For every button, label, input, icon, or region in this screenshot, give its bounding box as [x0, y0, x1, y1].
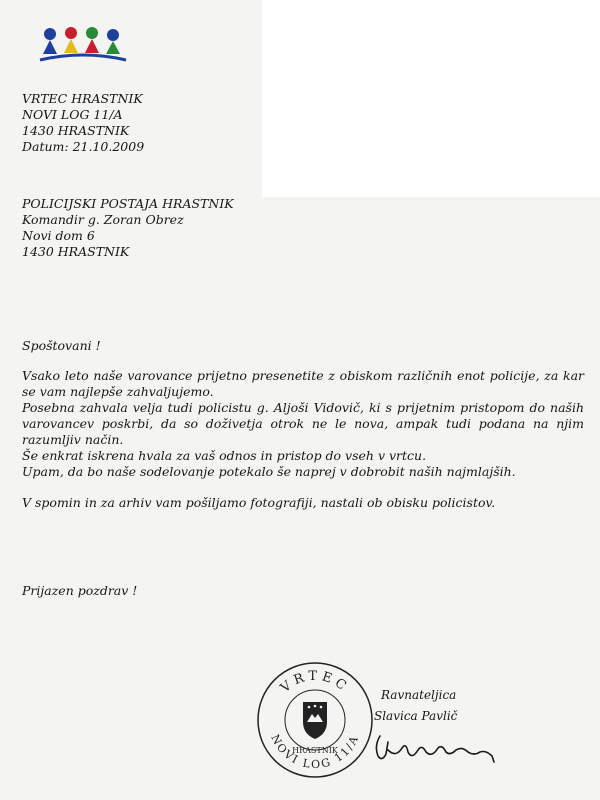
stamp-top-text: VRTEC: [278, 668, 352, 696]
child-figure-icon: [43, 28, 57, 54]
handwritten-signature: [370, 730, 500, 770]
child-figure-icon: [64, 27, 78, 53]
signatory-title: Ravnateljica: [381, 688, 457, 702]
child-figure-icon: [106, 29, 120, 54]
svg-text:VRTEC: [277, 669, 352, 697]
recipient-line: POLICIJSKI POSTAJA HRASTNIK: [22, 196, 234, 211]
recipient-line: 1430 HRASTNIK: [22, 244, 130, 259]
recipient-line: Novi dom 6: [22, 228, 95, 243]
body-paragraph: V spomin in za arhiv vam pošiljamo fotografiji, nastali ob obisku policistov.: [22, 495, 496, 510]
stamp-bottom-text: NOVI LOG 11/A: [268, 732, 362, 772]
child-figure-icon: [85, 27, 99, 53]
kindergarten-logo: [38, 24, 128, 64]
sender-line: VRTEC HRASTNIK: [22, 91, 143, 106]
body-paragraph: Vsako leto naše varovance prijetno presenetite z obiskom različnih enot policije, za kar se vam najlepše zahvaljujemo.: [22, 368, 584, 399]
stamp-center-text: HRASTNIK: [292, 746, 338, 755]
letter-body: [22, 368, 584, 511]
body-paragraph: Še enkrat iskrena hvala za vaš odnos in pristop do vseh v vrtcu.: [22, 448, 427, 463]
signatory-name: Slavica Pavlič: [374, 709, 458, 723]
official-stamp: [255, 660, 375, 780]
white-scan-area: [262, 0, 600, 197]
sender-line: 1430 HRASTNIK: [22, 123, 130, 138]
recipient-line: Komandir g. Zoran Obrez: [22, 212, 184, 227]
body-paragraph: Posebna zahvala velja tudi policistu g. Aljoši Vidovič, ki s prijetnim pristopom do naših varovancev poskrbi, da so doživetja otrok ne le nova, ampak tudi podana na njim razumljiv način.: [22, 400, 584, 447]
salutation: Spoštovani !: [22, 338, 101, 353]
closing: Prijazen pozdrav !: [22, 583, 138, 598]
sender-address: [22, 91, 144, 155]
body-paragraph: Upam, da bo naše sodelovanje potekalo še naprej v dobrobit naših najmlajših.: [22, 464, 516, 479]
sender-line: NOVI LOG 11/A: [22, 107, 123, 122]
recipient-address: [22, 196, 234, 260]
sender-date: Datum: 21.10.2009: [22, 139, 145, 154]
coat-of-arms-icon: [303, 702, 327, 739]
